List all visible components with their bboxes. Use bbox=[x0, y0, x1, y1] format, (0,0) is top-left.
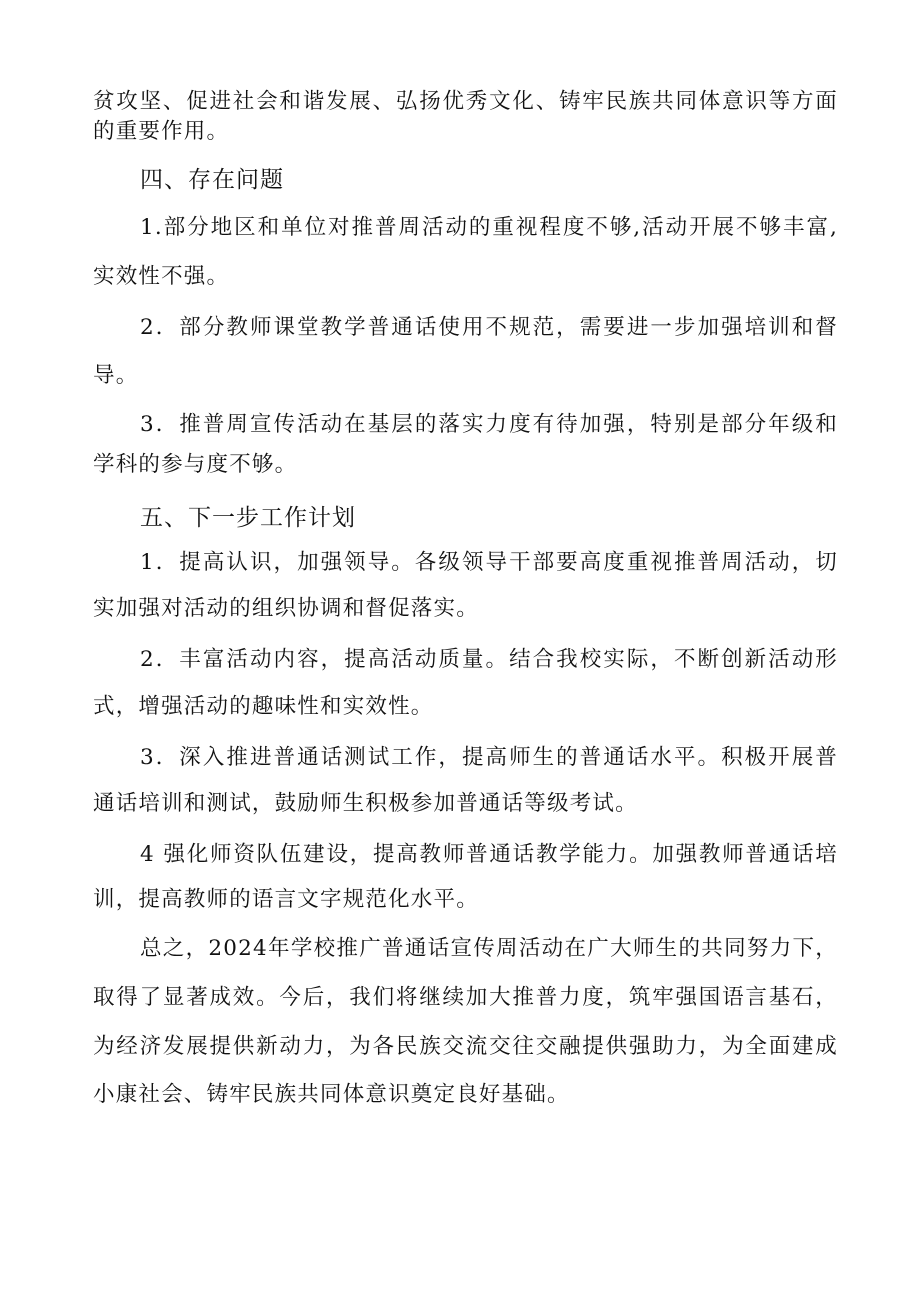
section-5-item-2-line-1: 2．丰富活动内容，提高活动质量。结合我校实际，不断创新活动形 bbox=[140, 647, 838, 672]
section-4-item-2-line-1: 2．部分教师课堂教学普通话使用不规范，需要进一步加强培训和督 bbox=[140, 315, 838, 340]
section-5-item-1-line-2: 实加强对活动的组织协调和督促落实。 bbox=[93, 596, 479, 621]
section-5-item-3-line-1: 3．深入推进普通话测试工作，提高师生的普通话水平。积极开展普 bbox=[140, 745, 838, 770]
section-4-item-1-line-1: 1.部分地区和单位对推普周活动的重视程度不够,活动开展不够丰富, bbox=[140, 215, 838, 240]
conclusion-line-4: 小康社会、铸牢民族共同体意识奠定良好基础。 bbox=[93, 1082, 570, 1107]
section-5-item-4-line-1: 4 强化师资队伍建设，提高教师普通话教学能力。加强教师普通话培 bbox=[140, 842, 838, 867]
section-4-item-2-line-2: 导。 bbox=[93, 363, 139, 388]
intro-line-1: 贫攻坚、促进社会和谐发展、弘扬优秀文化、铸牢民族共同体意识等方面 bbox=[93, 89, 838, 114]
section-5-heading: 五、下一步工作计划 bbox=[140, 505, 356, 531]
section-4-item-1-line-2: 实效性不强。 bbox=[93, 264, 230, 289]
section-5-item-2-line-2: 式，增强活动的趣味性和实效性。 bbox=[93, 694, 434, 719]
section-4-heading: 四、存在问题 bbox=[140, 167, 284, 193]
intro-line-2: 的重要作用。 bbox=[93, 119, 230, 144]
section-5-item-3-line-2: 通话培训和测试，鼓励师生积极参加普通话等级考试。 bbox=[93, 791, 638, 816]
conclusion-line-1: 总之，2024年学校推广普通话宣传周活动在广大师生的共同努力下， bbox=[140, 936, 838, 961]
conclusion-line-3: 为经济发展提供新动力，为各民族交流交往交融提供强助力，为全面建成 bbox=[93, 1034, 838, 1059]
section-5-item-1-line-1: 1．提高认识，加强领导。各级领导干部要高度重视推普周活动，切 bbox=[140, 550, 838, 575]
section-4-item-3-line-2: 学科的参与度不够。 bbox=[93, 452, 298, 477]
section-4-item-3-line-1: 3．推普周宣传活动在基层的落实力度有待加强，特别是部分年级和 bbox=[140, 412, 838, 437]
conclusion-line-2: 取得了显著成效。今后，我们将继续加大推普力度，筑牢强国语言基石， bbox=[93, 985, 838, 1010]
section-5-item-4-line-2: 训，提高教师的语言文字规范化水平。 bbox=[93, 887, 479, 912]
